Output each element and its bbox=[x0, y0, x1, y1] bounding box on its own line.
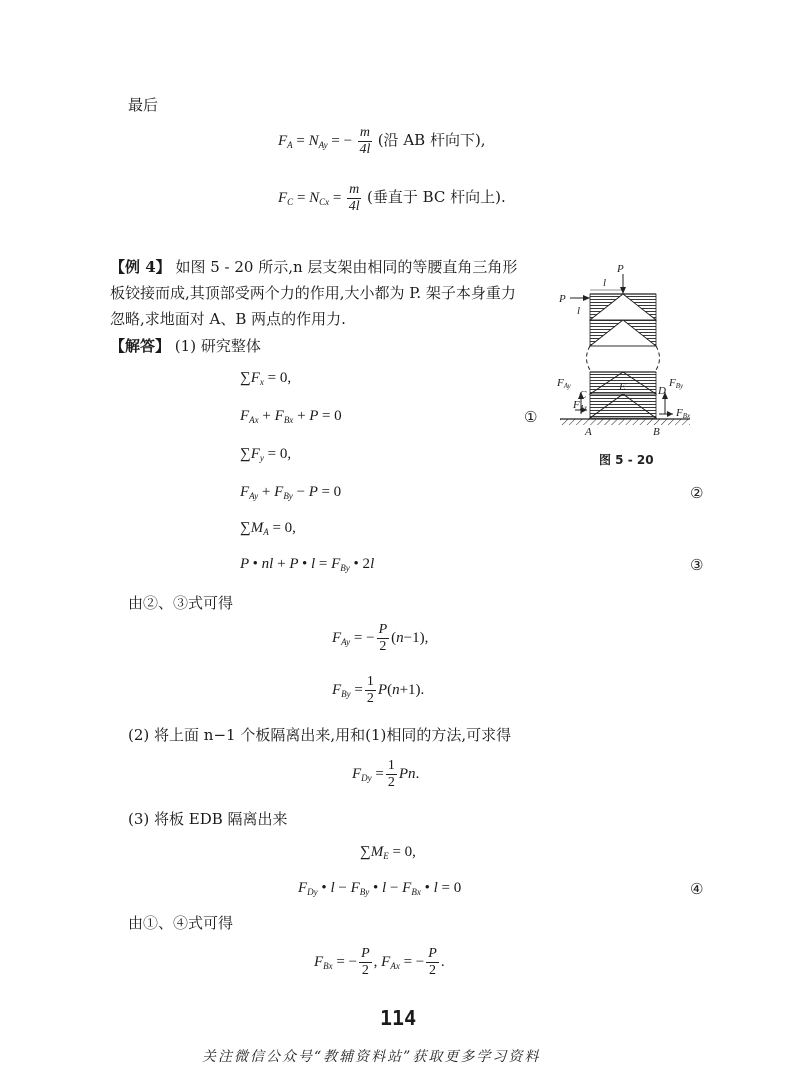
label-e: E bbox=[619, 381, 626, 393]
label-d: D bbox=[658, 385, 666, 397]
ground bbox=[560, 419, 690, 425]
answer-line bbox=[110, 335, 261, 356]
label-a: A bbox=[585, 426, 592, 438]
eq-fdy-result: $F_{Dy}$ = $\frac{1}{2}$ Pn. bbox=[352, 758, 420, 790]
eq-mark-4: ④ bbox=[690, 880, 704, 898]
eq-mark-1: ① bbox=[524, 408, 538, 426]
step-2: (2) 将上面 n−1 个板隔离出来,用和(1)相同的方法,可求得 bbox=[128, 726, 512, 744]
bottom-panels bbox=[590, 372, 656, 418]
from-2-3: 由②、③式可得 bbox=[128, 594, 234, 612]
eq-1: $F_{Ax} + F_{Bx} + P = 0$ bbox=[240, 408, 342, 425]
eq-sum-fy: $\sum F_y = 0$, bbox=[240, 446, 292, 463]
eq-fby-result: $F_{By}$ = $\frac{1}{2}$ P(n+1). bbox=[332, 674, 425, 706]
eq-sum-me: $\sum M_E = 0$, bbox=[360, 844, 416, 861]
equation-fa-note: (沿 AB 杆向下), bbox=[377, 130, 486, 149]
label-p-top: P bbox=[617, 263, 624, 275]
label-c: C bbox=[579, 389, 587, 401]
label-l-left: l bbox=[577, 305, 581, 317]
eq-final: $F_{Bx}$ = − $\frac{P}{2}$ , $F_{Ax}$ = − $\frac{P}{2}$ . bbox=[314, 946, 445, 978]
example-line-3: 忽略,求地面对 A、B 两点的作用力. bbox=[110, 310, 346, 328]
example-line-2: 板铰接而成,其顶部受两个力的作用,大小都为 P. 架子本身重力 bbox=[110, 284, 516, 302]
eq-4: $F_{Dy}$ • $l - F_{By}$ • $l - F_{Bx}$ • l = 0 bbox=[298, 880, 462, 897]
figure-5-20 bbox=[555, 262, 705, 470]
top-panels bbox=[590, 294, 656, 346]
eq-2: $F_{Ay} + F_{By} - P = 0$ bbox=[240, 484, 342, 501]
label-fax: FAx bbox=[573, 399, 588, 412]
eq-sum-ma: $\sum M_A = 0$, bbox=[240, 520, 296, 537]
label-b: B bbox=[653, 426, 660, 438]
label-fay: FAy bbox=[557, 377, 571, 390]
example-text-1: 如图 5 - 20 所示,n 层支架由相同的等腰直角三角形 bbox=[175, 258, 518, 276]
label-p-left: P bbox=[559, 293, 566, 305]
eq-3: P • nl + P • $l = F_{By}$ • 2l bbox=[240, 556, 375, 573]
equation-fc: $F_C = N_{Cx}$ = $\frac{m}{4l}$ (垂直于 BC 杆向上). bbox=[278, 182, 506, 214]
from-1-4: 由①、④式可得 bbox=[128, 914, 234, 932]
example-tag: 【例 4】 bbox=[110, 258, 171, 276]
footer-watermark: 关注微信公众号“教辅资料站”获取更多学习资料 bbox=[202, 1049, 541, 1065]
eq-mark-3: ③ bbox=[690, 556, 704, 574]
example-line-1 bbox=[110, 256, 517, 277]
intro-text: 最后 bbox=[128, 96, 159, 114]
eq-sum-fx: $\sum F_x = 0$, bbox=[240, 370, 292, 387]
eq-fay-result: $F_{Ay}$ = − $\frac{P}{2}$ (n−1), bbox=[332, 622, 429, 654]
label-fby: FBy bbox=[669, 377, 684, 390]
step-3: (3) 将板 EDB 隔离出来 bbox=[128, 810, 288, 828]
page-number: 114 bbox=[380, 1006, 417, 1030]
equation-fc-note: (垂直于 BC 杆向上). bbox=[367, 187, 506, 206]
label-fbx: FBx bbox=[676, 407, 691, 420]
equation-fa: $F_A = N_{Ay}$ = − $\frac{m}{4l}$ (沿 AB 杆向下), bbox=[278, 125, 486, 157]
figure-caption: 图 5 - 20 bbox=[599, 453, 654, 467]
eq-mark-2: ② bbox=[690, 484, 704, 502]
step-1: (1) 研究整体 bbox=[174, 337, 261, 355]
label-l-top: l bbox=[603, 277, 607, 289]
answer-tag: 【解答】 bbox=[110, 337, 171, 355]
